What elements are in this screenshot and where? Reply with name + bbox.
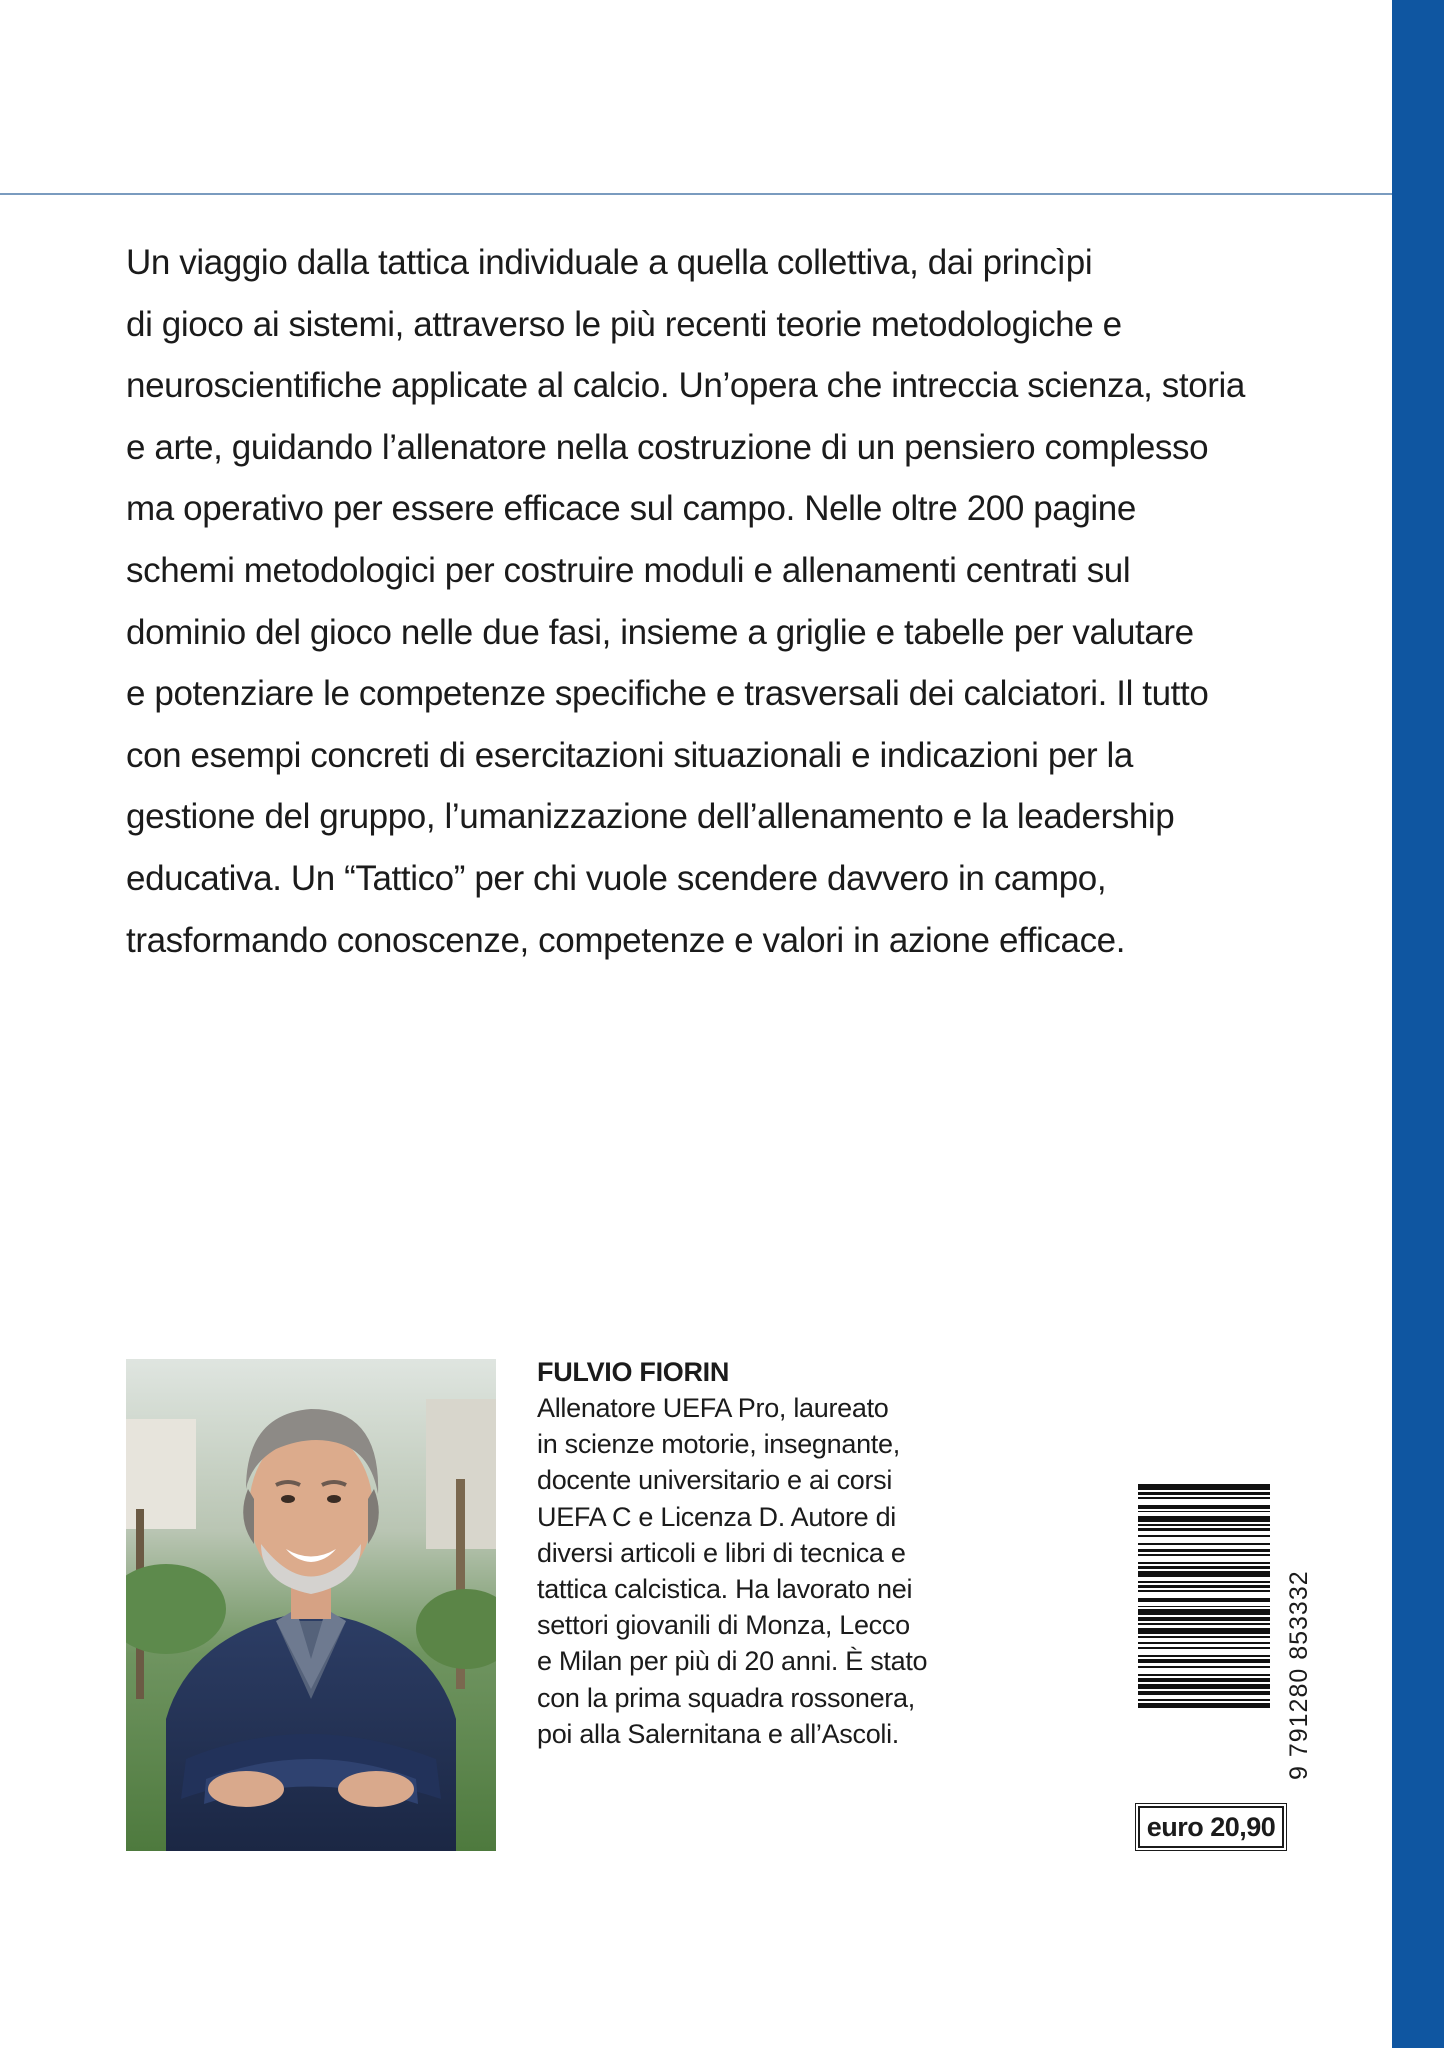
- back-cover-blurb: [126, 232, 1256, 971]
- blurb-line: e arte, guidando l’allenatore nella costruzione di un pensiero complesso: [126, 427, 1209, 467]
- barcode-bars: [1138, 1484, 1270, 1739]
- barcode-bar: [1138, 1581, 1270, 1583]
- blurb-line: trasformando conoscenze, competenze e valori in azione efficace.: [126, 920, 1126, 960]
- author-photo: [126, 1359, 496, 1851]
- barcode-bar: [1138, 1636, 1270, 1638]
- barcode-bar: [1138, 1516, 1270, 1522]
- blurb-line: e potenziare le competenze specifiche e trasversali dei calciatori. Il tutto: [126, 674, 1209, 714]
- barcode-bar: [1138, 1505, 1270, 1509]
- blurb-line: dominio del gioco nelle due fasi, insieme a griglie e tabelle per valutare: [126, 612, 1194, 652]
- author-bio-line: UEFA C e Licenza D. Autore di: [537, 1501, 896, 1532]
- barcode-bar: [1138, 1691, 1270, 1695]
- author-bio-line: settori giovanili di Monza, Lecco: [537, 1610, 910, 1641]
- barcode-bar: [1138, 1511, 1270, 1513]
- barcode-bar: [1138, 1703, 1270, 1709]
- blurb-line: ma operativo per essere efficace sul campo. Nelle oltre 200 pagine: [126, 489, 1136, 529]
- barcode-bar: [1138, 1606, 1270, 1608]
- barcode-bar: [1138, 1585, 1270, 1589]
- author-bio-line: Allenatore UEFA Pro, laureato: [537, 1393, 889, 1423]
- barcode-bar: [1138, 1562, 1270, 1564]
- barcode-bar: [1138, 1524, 1270, 1526]
- author-bio-line: poi alla Salernitana e all’Ascoli.: [537, 1718, 900, 1749]
- author-name: FULVIO FIORIN: [537, 1357, 730, 1387]
- blurb-line: neuroscientifiche applicate al calcio. Un’opera che intreccia scienza, storia: [126, 366, 1245, 406]
- author-bio-line: docente universitario e ai corsi: [537, 1465, 893, 1496]
- barcode-bar: [1138, 1647, 1270, 1649]
- spine-band: [1392, 0, 1444, 2048]
- barcode-bar: [1138, 1684, 1270, 1690]
- barcode-bar: [1138, 1598, 1270, 1602]
- barcode: [1138, 1484, 1313, 1784]
- author-bio-line: tattica calcistica. Ha lavorato nei: [537, 1574, 913, 1605]
- barcode-bar: [1138, 1497, 1270, 1499]
- barcode-bar: [1138, 1617, 1270, 1621]
- barcode-bar: [1138, 1571, 1270, 1577]
- blurb-line: educativa. Un “Tattico” per chi vuole scendere davvero in campo,: [126, 858, 1107, 898]
- author-bio-line: e Milan per più di 20 anni. È stato: [537, 1646, 928, 1677]
- barcode-bar: [1138, 1642, 1270, 1644]
- barcode-bar: [1138, 1674, 1270, 1676]
- author-bio-line: in scienze motorie, insegnante,: [537, 1429, 900, 1460]
- blurb-line: con esempi concreti di esercitazioni situazionali e indicazioni per la: [126, 735, 1133, 775]
- barcode-bar: [1138, 1628, 1270, 1634]
- barcode-digits: 9 791280 853332: [1285, 1570, 1313, 1780]
- price-box: euro 20,90: [1138, 1806, 1284, 1848]
- barcode-bar: [1138, 1666, 1270, 1668]
- blurb-line: di gioco ai sistemi, attraverso le più recenti teorie metodologiche e: [126, 304, 1122, 344]
- barcode-bar: [1138, 1678, 1270, 1682]
- barcode-bar: [1138, 1549, 1270, 1553]
- barcode-bar: [1138, 1535, 1270, 1537]
- top-rule: [0, 193, 1392, 195]
- barcode-bar: [1138, 1609, 1270, 1615]
- barcode-bar: [1138, 1659, 1270, 1663]
- author-bio: [537, 1354, 967, 1752]
- barcode-bar: [1138, 1528, 1270, 1532]
- blurb-line: gestione del gruppo, l’umanizzazione dell’allenamento e la leadership: [126, 797, 1175, 837]
- barcode-bar: [1138, 1623, 1270, 1625]
- barcode-bar: [1138, 1590, 1270, 1592]
- barcode-bar: [1138, 1554, 1270, 1556]
- barcode-bar: [1138, 1543, 1270, 1545]
- barcode-bar: [1138, 1492, 1270, 1496]
- barcode-bar: [1138, 1566, 1270, 1570]
- barcode-bar: [1138, 1484, 1270, 1490]
- barcode-bar: [1138, 1699, 1270, 1701]
- blurb-line: schemi metodologici per costruire moduli e allenamenti centrati sul: [126, 550, 1131, 590]
- blurb-line: Un viaggio dalla tattica individuale a quella collettiva, dai princìpi: [126, 243, 1093, 282]
- barcode-bar: [1138, 1655, 1270, 1657]
- author-bio-line: diversi articoli e libri di tecnica e: [537, 1537, 906, 1568]
- author-bio-line: con la prima squadra rossonera,: [537, 1682, 915, 1713]
